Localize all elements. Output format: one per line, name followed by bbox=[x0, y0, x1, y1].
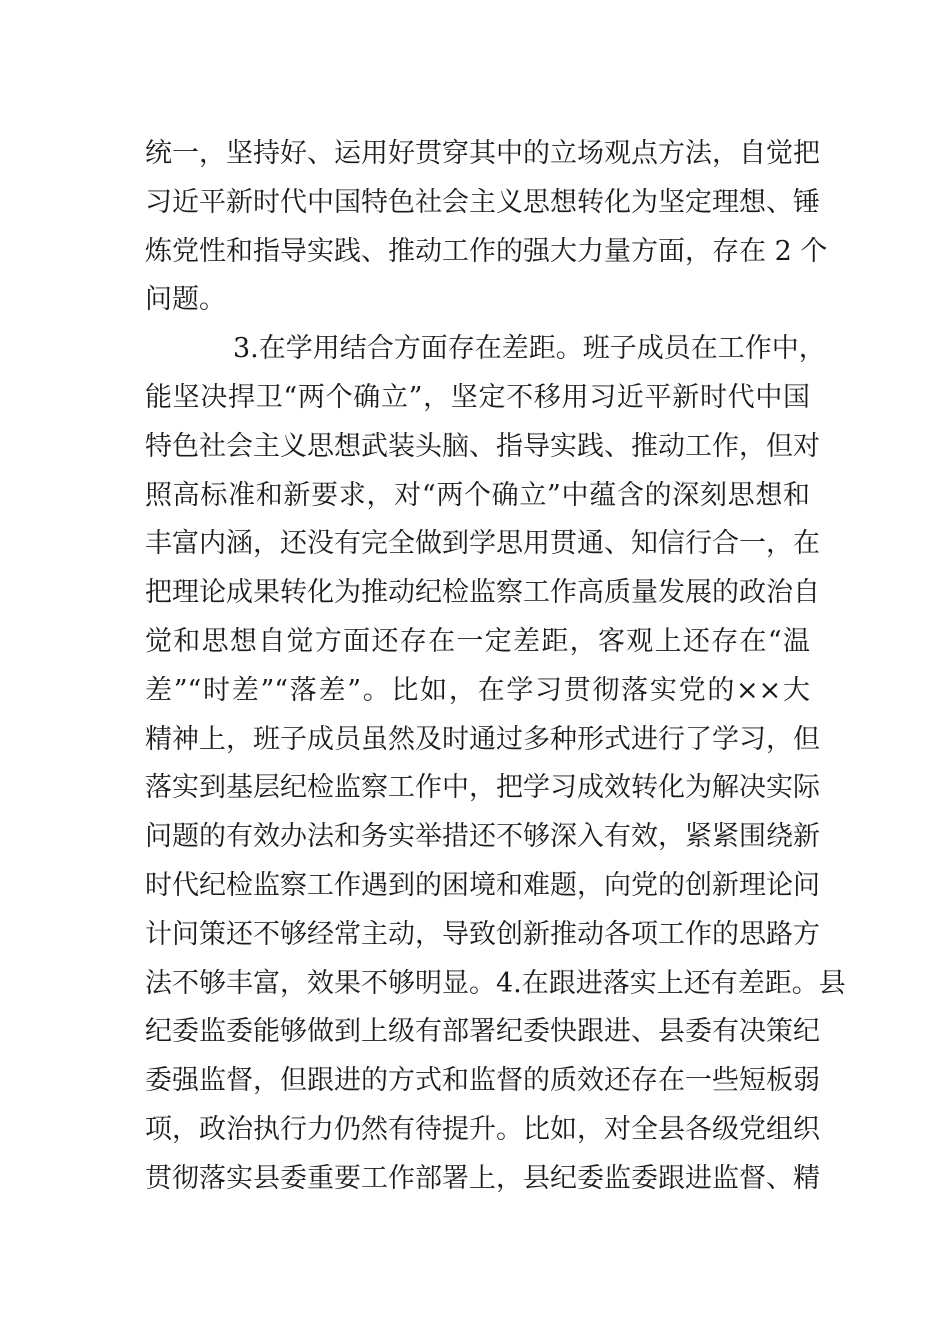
text-line: 炼党性和指导实践、推动工作的强大力量方面，存在 2 个 bbox=[145, 235, 828, 267]
text-line: 时代纪检监察工作遇到的困境和难题，向党的创新理论问 bbox=[145, 869, 820, 901]
text-line: 把理论成果转化为推动纪检监察工作高质量发展的政治自 bbox=[145, 577, 820, 609]
text-line: 统一，坚持好、运用好贯穿其中的立场观点方法，自觉把 bbox=[145, 138, 820, 169]
text-line: 差”“时差”“落差”。比如，在学习贯彻落实党的××大 bbox=[145, 674, 810, 706]
text-line: 计问策还不够经常主动，导致创新推动各项工作的思路方 bbox=[145, 918, 820, 950]
text-line: 能坚决捍卫“两个确立”，坚定不移用习近平新时代中国 bbox=[145, 381, 810, 413]
text-line: 落实到基层纪检监察工作中，把学习成效转化为解决实际 bbox=[145, 772, 820, 804]
text-line: 委强监督，但跟进的方式和监督的质效还存在一些短板弱 bbox=[145, 1065, 820, 1097]
text-line: 贯彻落实县委重要工作部署上，县纪委监委跟进监督、精 bbox=[145, 1162, 820, 1194]
text-line: 项，政治执行力仍然有待提升。比如，对全县各级党组织 bbox=[145, 1113, 820, 1145]
text-line: 精神上，班子成员虽然及时通过多种形式进行了学习，但 bbox=[145, 723, 820, 755]
text-line: 习近平新时代中国特色社会主义思想转化为坚定理想、锤 bbox=[145, 186, 820, 218]
text-line: 问题的有效办法和务实举措还不够深入有效，紧紧围绕新 bbox=[145, 821, 820, 853]
paragraph-start-line: 3.在学用结合方面存在差距。班子成员在工作中， bbox=[233, 333, 826, 365]
text-line: 觉和思想自觉方面还存在一定差距，客观上还存在“温 bbox=[145, 625, 810, 657]
text-line: 问题。 bbox=[145, 284, 226, 316]
text-line: 特色社会主义思想武装头脑、指导实践、推动工作，但对 bbox=[145, 430, 820, 462]
text-line: 照高标准和新要求，对“两个确立”中蕴含的深刻思想和 bbox=[145, 479, 810, 511]
text-line: 丰富内涵，还没有完全做到学思用贯通、知信行合一，在 bbox=[145, 528, 820, 560]
text-line: 纪委监委能够做到上级有部署纪委快跟进、县委有决策纪 bbox=[145, 1016, 820, 1048]
text-line: 法不够丰富，效果不够明显。4.在跟进落实上还有差距。县 bbox=[145, 967, 846, 999]
body-text bbox=[145, 130, 846, 1204]
